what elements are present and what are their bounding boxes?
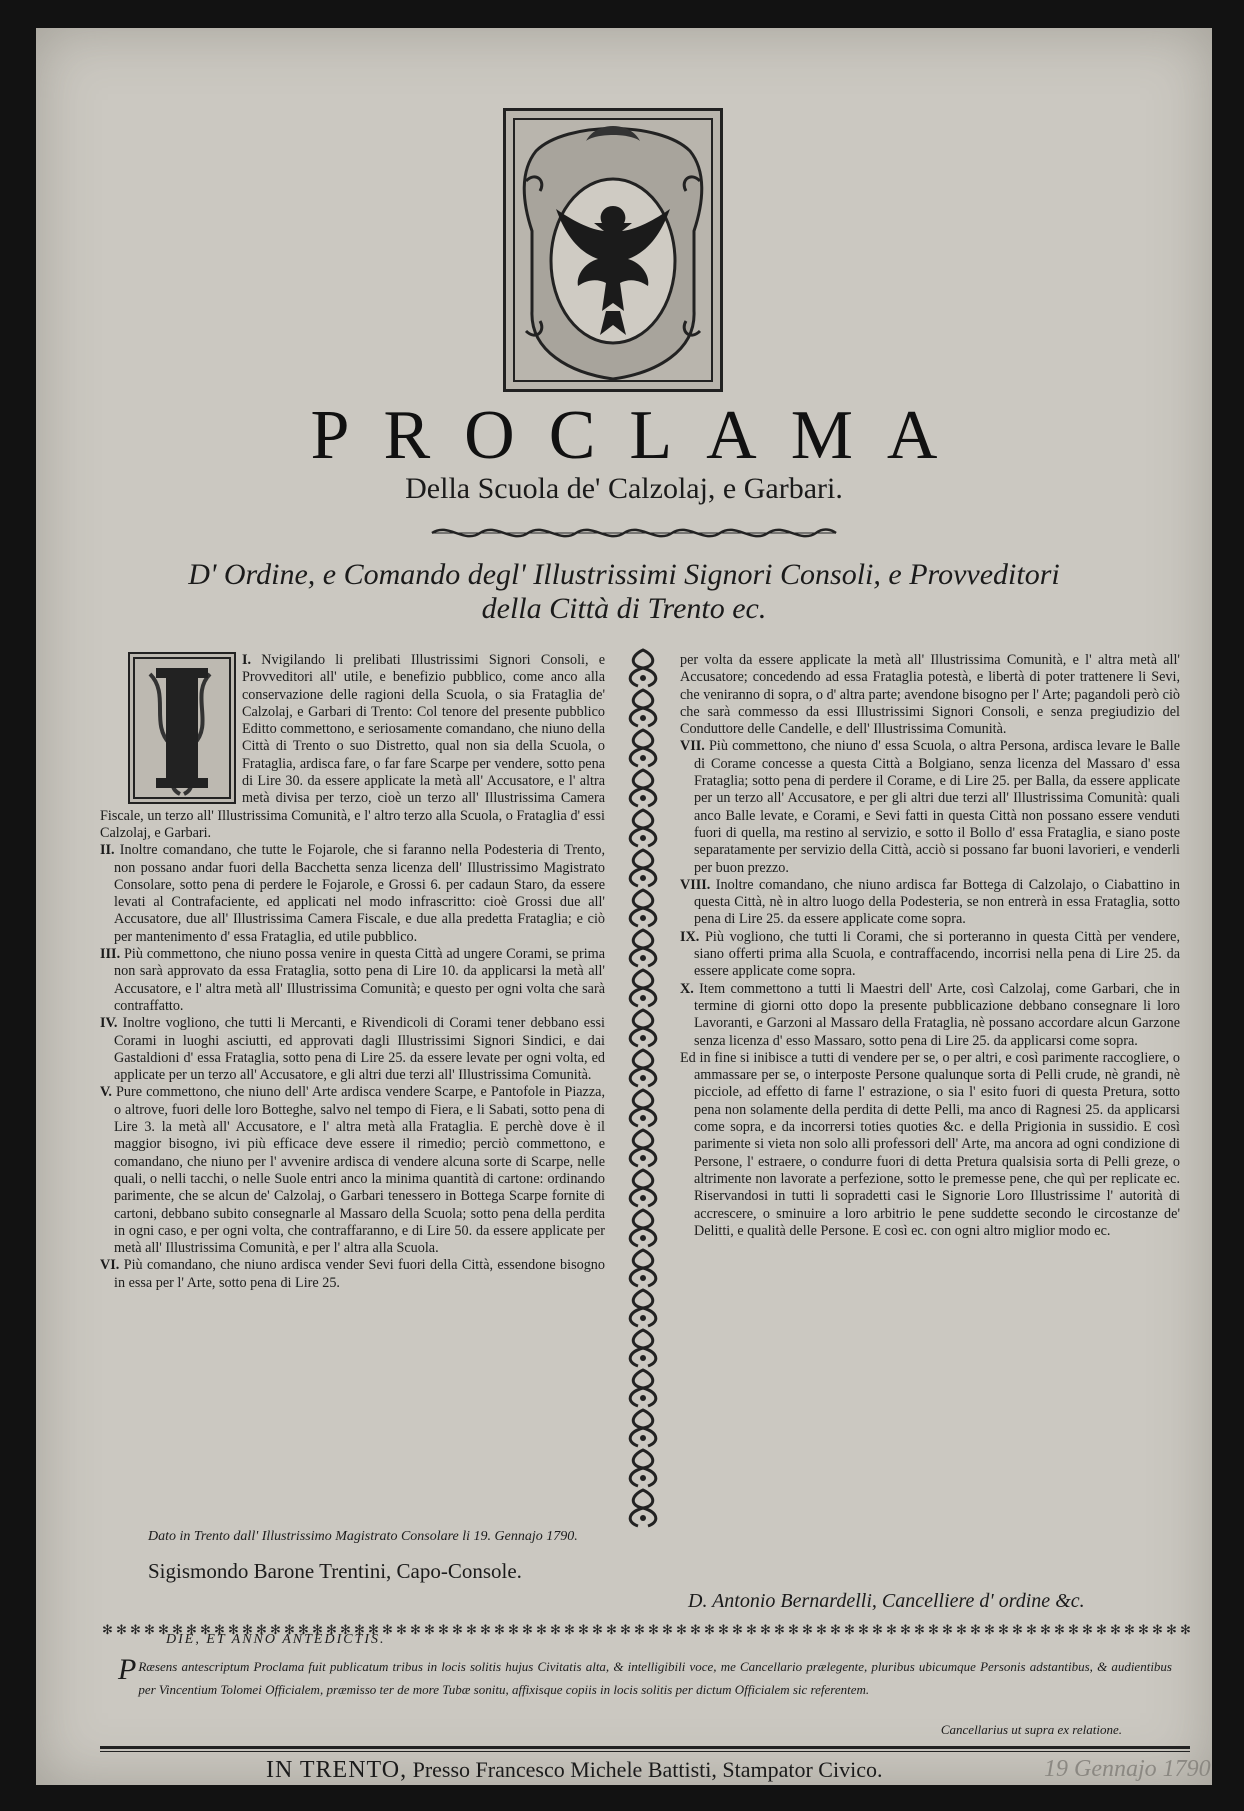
latin-text: Ræsens antescriptum Proclama fuit publicatum tribus in locis solitis hujus Civitatis alta, & intelligibili voce, me Cancellario prælegente, pluribus ubicumque Personis adstantibus, & audientibus per Vincentium Tolomei Officialem, præmisso ter de more Tubæ sonitu, affixisque copiis in locis solitis per dictum Officialem sic referentem. [138,1659,1172,1697]
article-text: Inoltre comandano, che tutte le Fojarole, che si faranno nella Podesteria di Trento, non possano andar fuori della Bacchetta senza licenza dell' Illustrissimo Magistrato Consolare, sotto pena di perdere le Fojarole, e Grossi 6. per cadaun Staro, da essere levati al Contrafaciente, ed applicati nel modo infrascritto: cioè Grossi due all' Accusatore, due all' Illustrissima Camera Fiscale, e due alla predetta Frataglia; e ciò per mantenimento d' essa Frataglia, ed utile pubblico. [114,842,605,945]
proclama-title: PROCLAMA [310,397,972,474]
article-2 [100,842,605,946]
article-6-continued [680,652,1180,738]
left-column [100,652,605,1292]
article-text: Ed in fine si inibisce a tutti di vendere per se, o per altri, e così parimente raccogliere, o ammassare per se, o interposte Persone qualunque sorta di Pelli crude, nè grandi, nè picciole, ad effetto di farne l' estrazione, o sia l' esito fuori di questa Pretura, sotto pena non solamente della perdita di dette Pelli, ma anco di Ragnesi 25. da applicarsi come sopra, e da incorrersi toties quoties &c. e della Prigionia in sussidio. E così parimente si vieta non solo alli professori dell' Arte, ma ancora ad ogni condizione di Persone, l' estraere, o condurre fuori di detta Pretura qualsisia sorta di Pelli greze, o altrimente non lavorate a perfezione, sotto le premesse pene, che quì per replicate ec. Riservandosi in tutti li sopradetti casi le Signorie Loro Illustrissime l' autorità di accrescere, o sminuire a loro arbitrio le pene suddette secondo le circostanze de' Delitti, e qualità delle Persone. E così ec. con ogni altro miglior modo ec. [680,1049,1180,1239]
article-numeral: VI. [100,1257,120,1274]
article-text: Item commettono a tutti li Maestri dell' Arte, così Calzolaj, come Garbari, che in termine di giorni otto dopo la presente pubblicazione debbano consegnare li loro Lavoranti, e Garzoni al Massaro della Frataglia, nè possano accordare alcun Garzone senza licenza d' esso Massaro, sotto pena di Lire 25. da applicarsi come sopra. [694,980,1180,1049]
article-numeral: II. [100,842,115,859]
printer-name: Presso Francesco Michele Battisti, Stampator Civico. [412,1757,883,1782]
decree-heading [36,558,1212,626]
article-numeral: IX. [680,928,700,945]
article-8 [680,877,1180,929]
cancelliere-signature: D. Antonio Bernardelli, Cancelliere d' ordine &c. [688,1590,1085,1612]
paper-sheet [36,28,1212,1785]
article-text: Più commettono, che niuno possa venire in questa Città ad ungere Corami, se prima non sarà approvato da essa Frataglia, sotto pena di Lire 10. da applicarsi la metà all' Accusatore, e l' altra metà all' Illustrissima Comunità; e questo per ogni volta che sarà contraffatto. [114,946,606,1014]
article-text: Più commettono, che niuno d' essa Scuola, o altra Persona, ardisca levare le Balle di Corame concesse a questa Città a Bolgiano, senza licenza del Massaro d' essa Frataglia; sotto pena di perdere il Corame, e di Lire 25. per Balla, da essere applicate per un terzo all' Accusatore, e per gli altri due terzi all' Illustrissima Comunità: quali anco Balle levate, e Corami, e Sevi fatti in questa Città non possano essere venduti fuori di quella, ma restino al servizio, e sotto il Bollo d' essa Frataglia, e siano poste separatamente per servizio della Città, acciò si possano far buoni lavorieri, e venderli per buon prezzo. [694,738,1180,876]
article-text: Più comandano, che niuno ardisca vender Sevi fuori della Città, essendone bisogno in essa per l' Arte, sotto pena di Lire 25. [114,1257,605,1291]
article-6 [100,1257,605,1292]
article-numeral: VII. [680,738,705,755]
article-numeral: VIII. [680,876,711,893]
printer-imprint [266,1757,882,1784]
article-9 [680,929,1180,981]
article-numeral: I. [242,652,252,668]
ornate-initial-I [128,652,236,804]
article-numeral: IV. [100,1015,118,1032]
latin-initial: P [118,1653,137,1686]
article-1 [100,652,605,842]
initial-letter-icon [130,654,234,802]
article-text: Nvigilando li prelibati Illustrissimi Signori Consoli, e Provveditori all' utile, e benefizio pubblico, come anco alla conservazione delle ragioni della Scuola, o sia Frataglia de' Calzolaj, e Garbari di Trento: Col tenore del presente pubblico Editto commettono, e seriosamente comandano, che niuno della Città di Trento o suo Distretto, qual non sia della Scuola, o Frataglia, ardisca fare, o far fare Scarpe per vendere, sotto pena di Lire 30. da essere applicate la metà all' Accusatore, e l' altra metà divisa per terzo, cioè un terzo all' Illustrissima Camera Fiscale, un terzo all' Illustrissima Comunità, e l' altro terzo alla Scuola, o Frataglia d' essi Calzolaj, e Garbari. [100,652,606,841]
latin-publication-note [118,1655,1172,1701]
article-5 [100,1084,605,1257]
printer-rule-thin [100,1751,1190,1752]
die-et-anno: DIE, ET ANNO ANTEDICTIS. [166,1632,386,1647]
article-numeral: III. [100,946,121,963]
article-text: per volta da essere applicate la metà all' Illustrissima Comunità, e l' altra metà all' Accusatore; concedendo ad essa Frataglia potestà, e libertà di poter trattenere li Sevi, che veniranno di sopra, o d' altra parte; avendone bisogno per l' Arte; pagandoli però ciò che sarà commesso da essi Illustrissimi Signori Consoli, e senza pregiudizio del Conduttore delle Candelle, e dell' Illustrissima Comunità. [680,652,1180,738]
printer-rule [100,1746,1190,1749]
handwritten-date-note: 19 Gennajo 1790 [1044,1756,1211,1782]
article-7 [680,738,1180,876]
decree-line-2: della Città di Trento ec. [481,592,767,625]
date-line: Dato in Trento dall' Illustrissimo Magistrato Consolare li 19. Gennajo 1790. [148,1529,578,1544]
article-numeral: V. [100,1084,112,1101]
decree-line-1: D' Ordine, e Comando degl' Illustrissimi Signori Consoli, e Provveditori [188,558,1060,591]
article-text: Inoltre comandano, che niuno ardisca far Bottega di Calzolajo, o Ciabattino in questa Città, nè in altro luogo della Podesteria, se non entrerà in essa Frataglia, sotto pena di Lire 25. da essere applicate come sopra. [694,876,1180,928]
capo-console-signature: Sigismondo Barone Trentini, Capo-Console. [148,1559,522,1583]
ornamental-flourish [428,522,840,544]
article-text: Inoltre vogliono, che tutti li Mercanti, e Rivendicoli di Corami tener debbano essi Corami in luoghi asciutti, ed approvati dagli Illustrissimi Signori Sindici, e dai Gastaldioni d' essa Frataglia, sotto pena di Lire 25. da essere levate per ogni volta, ed applicate per un terzo all' Accusatore, e gli altri due terzi all' Illustrissima Comunità. [114,1015,605,1084]
printer-city: IN TRENTO, [266,1757,408,1783]
article-4 [100,1015,605,1084]
article-text: Più vogliono, che tutti li Corami, che si porteranno in questa Città per vendere, siano offerti prima alla Scuola, e contraffacendo, incorrisi nella pena di Lire 25. da essere applicate come sopra. [694,928,1180,980]
final-clause [680,1050,1180,1240]
eagle-icon [506,111,720,389]
eagle-crest-woodcut [503,108,723,392]
article-text: Pure commettono, che niuno dell' Arte ardisca vendere Scarpe, e Pantofole in Piazza, o altrove, fuori delle loro Botteghe, salvo nel tempo di Fiera, e li Sabati, sotto pena di Lire 3. la metà all' Accusatore, e l' altra metà alla Frataglia. E perchè dove è il maggior bisogno, ivi più efficace deve essere il rimedio; perciò commettono, e comandano, che niuno per l' avvenire ardisca di vendere alcuna sorte di Scarpe, nelle quali, o nelli tacchi, o nelle Suole entri anco la minima quantità di cartone: ordinando parimente, che se alcun de' Calzolaj, o Garbari tenessero in Bottega Scarpe fornite di cartoni, debbano subito consegnarle al Massaro della Scuola; sotto pena della perdita in ogni caso, e per ogni volta, che contraffaranno, e di Lire 50. da essere applicate per metà all' Illustrissima Comunità, e per l' altra alla Scuola. [114,1084,605,1257]
article-10 [680,981,1180,1050]
article-numeral: X. [680,980,694,997]
article-3 [100,946,605,1015]
right-column [680,652,1180,1240]
relatione-note: Cancellarius ut supra ex relatione. [940,1722,1122,1737]
ornamental-column-divider [620,648,666,1528]
subtitle: Della Scuola de' Calzolaj, e Garbari. [405,472,843,505]
